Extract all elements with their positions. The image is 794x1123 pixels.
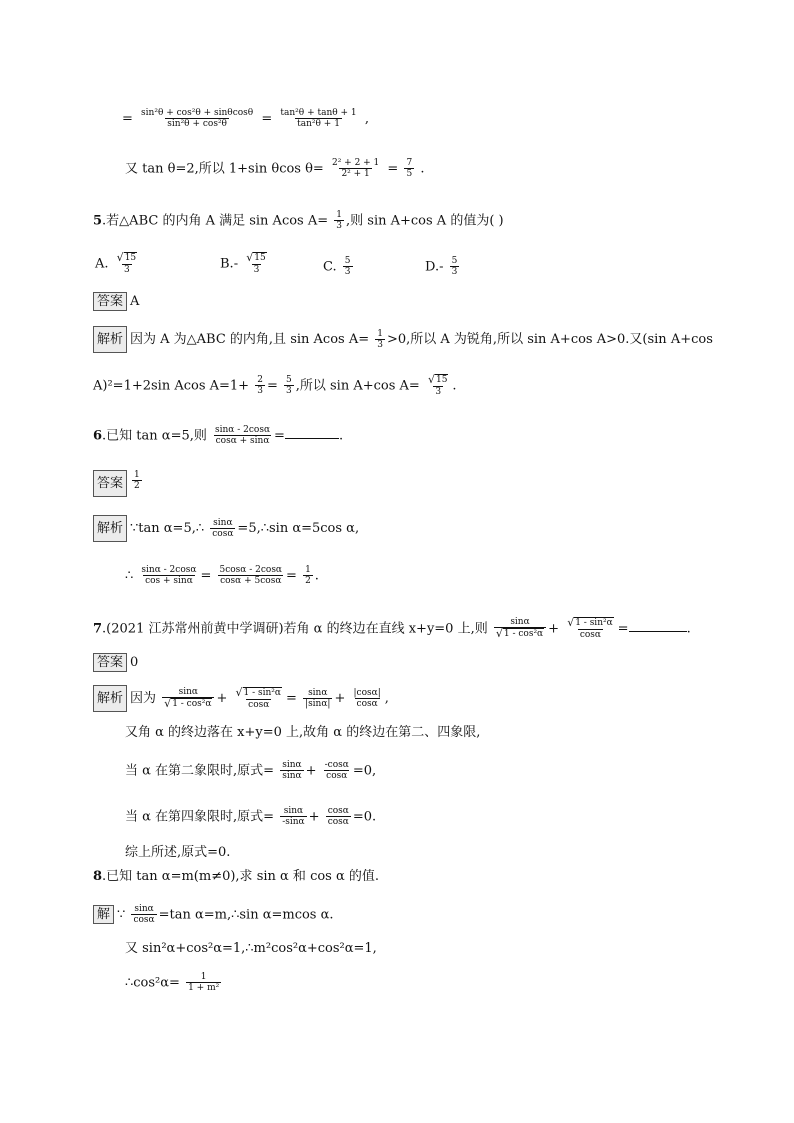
- fraction: √ 15 3: [116, 251, 137, 276]
- fraction: $\frac{|\cos\alpha|}{\cos\alpha}$: [353, 687, 381, 709]
- eq-line-2: [125, 158, 424, 180]
- fraction: $\frac{1}{3}$: [336, 210, 343, 232]
- fraction: $\frac{\sin\alpha}{\cos\alpha}$: [212, 517, 234, 539]
- eq-text: =: [261, 111, 273, 127]
- fraction: √ 1 - sin²α cosα: [235, 685, 281, 710]
- fraction: $\frac{1}{2}$: [134, 470, 140, 492]
- question-text: .若△ABC 的内角 A 满足 sin Acos A=: [102, 213, 329, 229]
- analysis-tag: 解析: [93, 685, 127, 712]
- fraction: sinα √ 1 - cos²α: [494, 617, 546, 641]
- solution-tag: 解: [93, 905, 114, 924]
- analysis-7-line-4: 当 α 在第四象限时,原式= $\frac{\sin\alpha}{-\sin\alpha}$ + $\frac{\cos\alpha}{\cos\alpha}$ =0.: [125, 806, 377, 828]
- fraction: $\frac{\text{sin²θ + cos²θ + sinθcosθ}}{\text{sin²θ + cos²θ}}$: [141, 108, 254, 130]
- fraction: $\frac{1}{\text{1 + m²}}$: [188, 972, 220, 994]
- question-text: ,则 sin A+cos A 的值为( ): [346, 213, 504, 229]
- solution-8-line-1: 解 ∵ $\frac{\sin\alpha}{\cos\alpha}$ =tan α=m,∴sin α=mcos α.: [93, 904, 334, 926]
- solution-8-line-2: 又 sin²α+cos²α=1,∴m²cos²α+cos²α=1,: [125, 941, 377, 956]
- option-a[interactable]: A. √ 15 3: [95, 252, 141, 276]
- analysis-7-line-2: 又角 α 的终边落在 x+y=0 上,故角 α 的终边在第二、四象限,: [125, 725, 481, 740]
- fraction: $\frac{\text{2² + 2 + 1}}{\text{2² + 1}}$: [331, 158, 380, 180]
- answer-6: [93, 470, 144, 497]
- fraction: $\frac{5\cos\alpha - 2\cos\alpha}{\cos\alpha + 5\cos\alpha}$: [219, 565, 283, 587]
- eq-text: ,: [364, 111, 369, 127]
- fraction: $\frac{7}{5}$: [406, 158, 413, 180]
- analysis-7-line-1: 解析 因为 sinα √ 1 - cos²α + √ 1 - sin²α cosα = $\frac{\sin\alpha}{|\sin\alpha|}$ + $\frac{|\cos\alpha|}{\cos\alpha}$ ,: [93, 685, 389, 712]
- analysis-7-line-5: 综上所述,原式=0.: [125, 845, 231, 860]
- question-number: 7: [93, 621, 103, 637]
- question-7: 7.(2021 江苏常州前黄中学调研)若角 α 的终边在直线 x+y=0 上,则 sinα √ 1 - cos²α + √ 1 - sin²α cosα = .: [93, 616, 691, 641]
- fraction: √ 15 3: [427, 373, 448, 398]
- eq-line-1: [122, 108, 369, 130]
- question-8: [93, 870, 379, 883]
- fraction: $\frac{\sin\alpha}{\sin\alpha}$: [282, 760, 302, 782]
- answer-value: A: [130, 294, 140, 309]
- eq-text: =: [122, 111, 133, 127]
- fraction: $\frac{\sin\alpha - 2\cos\alpha}{\cos\alpha + \sin\alpha}$: [215, 425, 271, 447]
- answer-blank[interactable]: [629, 621, 687, 632]
- analysis-6-line-2: ∴ $\frac{\sin\alpha - 2\cos\alpha}{\cos + \sin\alpha}$ = $\frac{5\cos\alpha - 2\cos\alpha}{\cos\alpha + 5\cos\alpha}$ = $\frac{1}{2}$ .: [125, 565, 319, 587]
- fraction: √ 1 - sin²α cosα: [567, 616, 613, 641]
- fraction: $\frac{\sin\alpha}{|\sin\alpha|}$: [305, 687, 331, 709]
- fraction: $\frac{2}{3}$: [257, 375, 263, 397]
- analysis-7-line-3: 当 α 在第二象限时,原式= $\frac{\sin\alpha}{\sin\alpha}$ + $\frac{-\cos\alpha}{\cos\alpha}$ =0,: [125, 760, 377, 782]
- answer-value: 0: [130, 655, 139, 670]
- option-d[interactable]: D.- $\frac{5}{3}$: [425, 256, 458, 278]
- answer-5: [93, 292, 139, 311]
- answer-7: [93, 653, 138, 672]
- analysis-tag: 解析: [93, 515, 127, 542]
- analysis-6-line-1: 解析 ∵tan α=5,∴ $\frac{\sin\alpha}{\cos\alpha}$ =5,∴sin α=5cos α,: [93, 515, 359, 542]
- answer-blank[interactable]: [285, 428, 339, 439]
- eq-text: .: [420, 161, 425, 177]
- fraction: √ 15 3: [246, 251, 266, 276]
- question-text: .已知 tan α=m(m≠0),求 sin α 和 cos α 的值.: [102, 869, 380, 884]
- question-text: .(2021 江苏常州前黄中学调研)若角 α 的终边在直线 x+y=0 上,则: [102, 621, 488, 637]
- question-number: 5: [93, 213, 103, 229]
- fraction: $\frac{1}{3}$: [377, 328, 383, 350]
- fraction: sinα √ 1 - cos²α: [162, 687, 214, 711]
- eq-text: =: [387, 161, 399, 177]
- answer-tag: 答案: [93, 292, 127, 311]
- question-6: 6.已知 tan α=5,则 $\frac{\sin\alpha - 2\cos\alpha}{\cos\alpha + \sin\alpha}$ = .: [93, 425, 344, 447]
- answer-tag: 答案: [93, 653, 127, 672]
- analysis-5-line-1: 解析 因为 A 为△ABC 的内角,且 sin Acos A= $\frac{1}{3}$ >0,所以 A 为锐角,所以 sin A+cos A>0.又(sin A+cos: [93, 326, 713, 353]
- fraction: $\frac{5}{3}$: [451, 256, 458, 278]
- fraction: $\frac{\text{tan²θ + tanθ + 1}}{\text{tan²θ + 1}}$: [280, 108, 357, 130]
- question-5: [93, 210, 504, 232]
- fraction: $\frac{\cos\alpha}{\cos\alpha}$: [327, 806, 349, 828]
- solution-8-line-3: ∴cos²α= $\frac{1}{\text{1 + m²}}$: [125, 972, 220, 994]
- answer-tag: 答案: [93, 470, 127, 497]
- question-number: 8: [93, 869, 103, 884]
- fraction: $\frac{\sin\alpha - 2\cos\alpha}{\cos + \sin\alpha}$: [141, 565, 197, 587]
- fraction: $\frac{1}{2}$: [305, 565, 311, 587]
- question-text: .已知 tan α=5,则: [102, 428, 207, 444]
- question-number: 6: [93, 428, 103, 444]
- fraction: $\frac{5}{3}$: [344, 256, 351, 278]
- option-c[interactable]: C. $\frac{5}{3}$: [323, 256, 351, 278]
- eq-text: 又 tan θ=2,所以 1+sin θcos θ=: [125, 161, 324, 177]
- fraction: $\frac{\sin\alpha}{\cos\alpha}$: [133, 904, 155, 926]
- fraction: $\frac{-\cos\alpha}{\cos\alpha}$: [324, 760, 349, 782]
- fraction: $\frac{\sin\alpha}{-\sin\alpha}$: [282, 806, 305, 828]
- fraction: $\frac{5}{3}$: [286, 375, 292, 397]
- option-b[interactable]: B.- √ 15 3: [220, 252, 271, 276]
- analysis-5-line-2: A)²=1+2sin Acos A=1+ $\frac{2}{3}$ = $\frac{5}{3}$ ,所以 sin A+cos A= √ 15 3 .: [93, 373, 457, 398]
- analysis-tag: 解析: [93, 326, 127, 353]
